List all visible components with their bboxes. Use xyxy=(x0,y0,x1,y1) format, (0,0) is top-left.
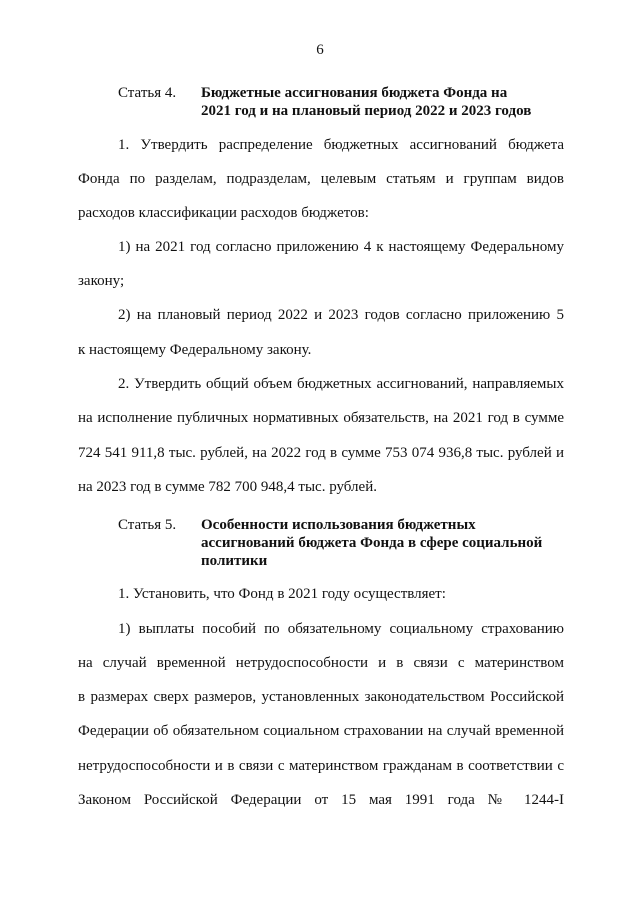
article-4-title xyxy=(201,84,561,120)
article-4-label: Статья 4. xyxy=(118,85,177,101)
paragraph-line: 1. Установить, что Фонд в 2021 году осуществляет: xyxy=(118,586,446,602)
paragraph-line: к настоящему Федеральному закону. xyxy=(78,342,312,358)
paragraph-line: нетрудоспособности и в связи с материнством гражданам в соответствии с xyxy=(78,758,564,774)
paragraph-line: 1) выплаты пособий по обязательному социальному страхованию xyxy=(118,621,564,637)
paragraph-line: Федерации об обязательном социальном страховании на случай временной xyxy=(78,723,564,739)
paragraph-line: 2) на плановый период 2022 и 2023 годов согласно приложению 5 xyxy=(118,307,564,323)
paragraph-line: закону; xyxy=(78,273,125,289)
paragraph-line: на 2023 год в сумме 782 700 948,4 тыс. рублей. xyxy=(78,479,377,495)
page-number: 6 xyxy=(316,42,324,58)
article-5-title-line: Особенности использования бюджетных xyxy=(201,517,476,533)
paragraph-line: 1. Утвердить распределение бюджетных ассигнований бюджета xyxy=(118,137,564,153)
article-4-title-line: 2021 год и на плановый период 2022 и 2023 годов xyxy=(201,103,532,119)
paragraph-line: Законом Российской Федерации от 15 мая 1991 года № 1244-I xyxy=(78,792,564,808)
paragraph-line: на исполнение публичных нормативных обязательств, на 2021 год в сумме xyxy=(78,410,564,426)
article-5-label: Статья 5. xyxy=(118,517,177,533)
article-5-title-line: политики xyxy=(201,553,268,569)
article-4-title-line: Бюджетные ассигнования бюджета Фонда на xyxy=(201,85,508,101)
paragraph-line: расходов классификации расходов бюджетов: xyxy=(78,205,369,221)
paragraph-line: на случай временной нетрудоспособности и в связи с материнством xyxy=(78,655,564,671)
paragraph-line: 1) на 2021 год согласно приложению 4 к настоящему Федеральному xyxy=(118,239,564,255)
paragraph-line: Фонда по разделам, подразделам, целевым статьям и группам видов xyxy=(78,171,564,187)
paragraph-line: 724 541 911,8 тыс. рублей, на 2022 год в сумме 753 074 936,8 тыс. рублей и xyxy=(78,445,564,461)
paragraph-line: 2. Утвердить общий объем бюджетных ассигнований, направляемых xyxy=(118,376,564,392)
paragraph-line: в размерах сверх размеров, установленных законодательством Российской xyxy=(78,689,564,705)
article-5-title xyxy=(201,516,561,570)
article-5-title-line: ассигнований бюджета Фонда в сфере социальной xyxy=(201,535,543,551)
